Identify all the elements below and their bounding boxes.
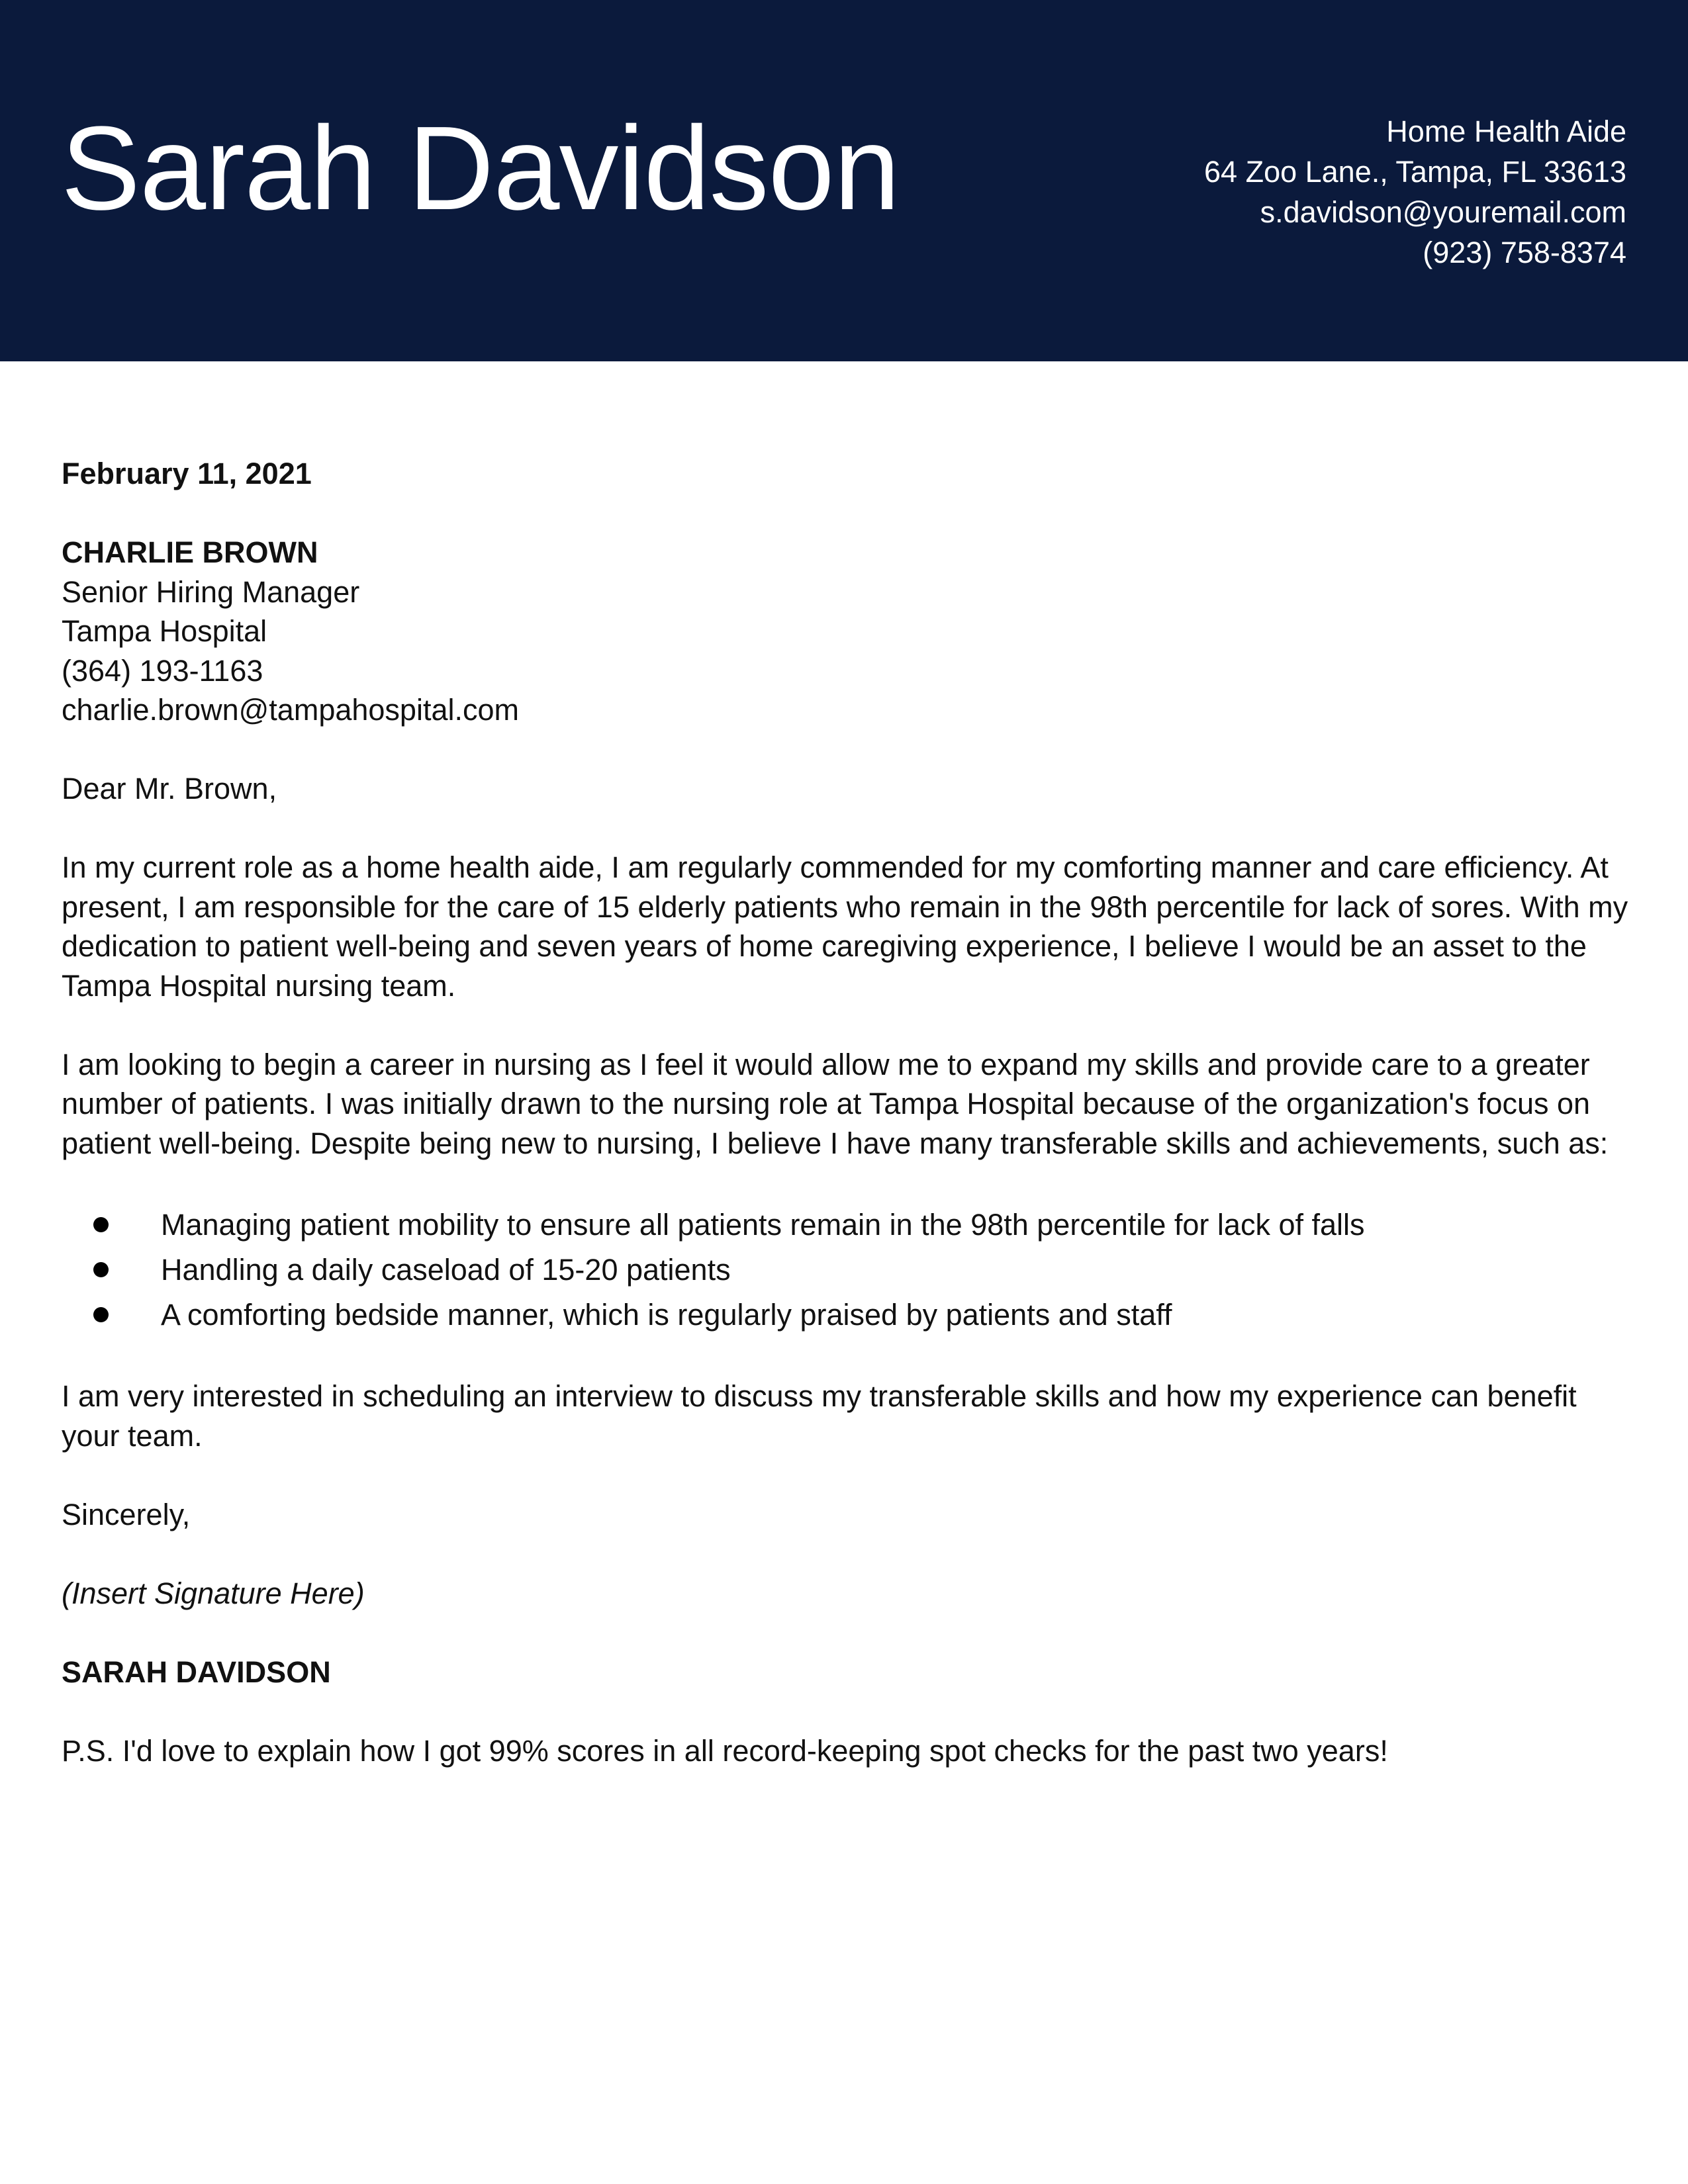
paragraph-intro: In my current role as a home health aide, I am regularly commended for my comforting manner and care efficiency. At present, I am responsible for the care of 15 elderly patients who remain in the 98th percentile for lack of sores. With my dedication to patient well-being and seven years of home caregiving experience, I believe I would be an asset to the Tampa Hospital nursing team.	[62, 850, 1628, 1003]
recipient-block	[62, 533, 1630, 730]
letter-date: February 11, 2021	[62, 457, 312, 490]
contact-block	[1204, 111, 1626, 273]
bullet-icon	[93, 1217, 109, 1232]
signer-name: SARAH DAVIDSON	[62, 1655, 331, 1689]
recipient-title: Senior Hiring Manager	[62, 574, 360, 609]
list-item-text: Handling a daily caseload of 15-20 patients	[161, 1252, 731, 1287]
recipient-phone: (364) 193-1163	[62, 653, 263, 688]
applicant-name: Sarah Davidson	[61, 102, 900, 235]
postscript: P.S. I'd love to explain how I got 99% scores in all record-keeping spot checks for the past two years!	[62, 1733, 1388, 1768]
skills-list	[62, 1203, 1630, 1338]
bullet-icon	[93, 1262, 109, 1277]
bullet-icon	[93, 1307, 109, 1322]
header-banner	[0, 0, 1688, 361]
recipient-company: Tampa Hospital	[62, 614, 267, 648]
list-item-text: A comforting bedside manner, which is regularly praised by patients and staff	[161, 1297, 1172, 1332]
closing: Sincerely,	[62, 1497, 191, 1531]
list-item	[62, 1248, 1630, 1293]
paragraph-motivation: I am looking to begin a career in nursing as I feel it would allow me to expand my skills and provide care to a greater number of patients. I was initially drawn to the nursing role at Tampa Hospital because of the organization's focus on patient well-being. Despite being new to nursing, I believe I have many transferable skills and achievements, such as:	[62, 1047, 1609, 1160]
address: 64 Zoo Lane., Tampa, FL 33613	[1204, 155, 1626, 189]
signature-placeholder: (Insert Signature Here)	[62, 1576, 365, 1610]
recipient-email: charlie.brown@tampahospital.com	[62, 693, 519, 727]
list-item	[62, 1293, 1630, 1338]
greeting: Dear Mr. Brown,	[62, 772, 277, 805]
list-item	[62, 1203, 1630, 1248]
phone: (923) 758-8374	[1423, 236, 1626, 269]
email: s.davidson@youremail.com	[1260, 195, 1626, 229]
letter-body	[62, 454, 1630, 1770]
paragraph-closing: I am very interested in scheduling an interview to discuss my transferable skills and how my experience can benefit your team.	[62, 1379, 1577, 1453]
recipient-name: CHARLIE BROWN	[62, 535, 318, 569]
job-title: Home Health Aide	[1386, 114, 1626, 148]
list-item-text: Managing patient mobility to ensure all patients remain in the 98th percentile for lack of falls	[161, 1207, 1365, 1242]
